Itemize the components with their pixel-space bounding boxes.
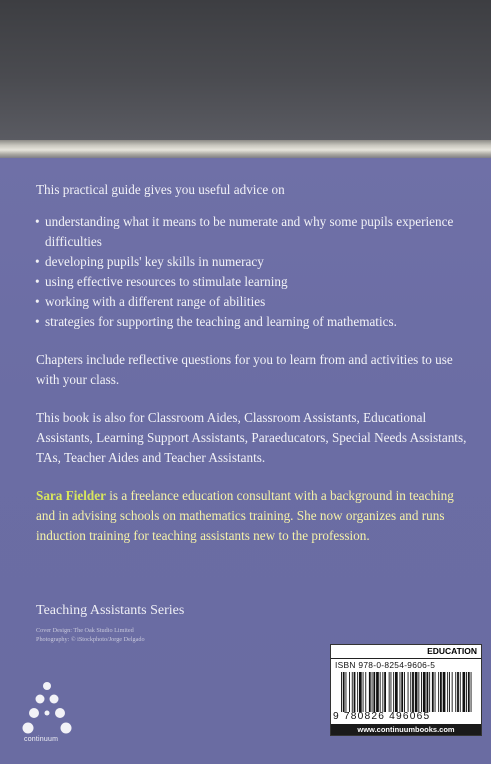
- barcode-bar: [471, 672, 472, 712]
- bullet-item: • strategies for supporting the teaching and learning of mathematics.: [36, 312, 476, 332]
- barcode-bar: [401, 672, 403, 712]
- barcode-bar: [373, 672, 375, 712]
- barcode-bar: [447, 672, 448, 712]
- series-title: Teaching Assistants Series: [36, 603, 185, 618]
- audience-text: This book is also for Classroom Aides, Classroom Assistants, Educational Assistants, Learning Support Assistants, Paraeducators, Special Needs Assistants, TAs, Teacher Aides and Teacher Assistants.: [36, 410, 467, 465]
- barcode-number: 9 780826 496065: [333, 711, 431, 722]
- barcode-bar: [421, 672, 422, 712]
- barcode-bar: [352, 672, 353, 712]
- barcode-bar: [427, 672, 429, 712]
- barcode-bar: [354, 672, 356, 712]
- bullet-item: • using effective resources to stimulate learning: [36, 272, 476, 292]
- barcode-bar: [359, 672, 362, 712]
- bullet-item: • developing pupils' key skills in numeracy: [36, 252, 476, 272]
- bullet-list: [36, 212, 476, 332]
- barcode-bar: [463, 672, 466, 712]
- barcode-bar: [418, 672, 419, 712]
- barcode-bar: [468, 672, 470, 712]
- barcode-bar: [443, 672, 446, 712]
- barcode-bar: [449, 672, 450, 712]
- photography-credit: Photography: © iStockphoto/Jorge Delgado: [36, 636, 145, 643]
- barcode-bar: [395, 672, 398, 712]
- barcode-bar: [455, 672, 456, 712]
- barcode-bar: [415, 672, 418, 712]
- barcode-bar: [384, 672, 386, 712]
- bullet-item: • understanding what it means to be numerate and why some pupils experience difficulties: [36, 212, 476, 252]
- continuum-logo-icon: [22, 680, 72, 742]
- barcode-bar: [376, 672, 379, 712]
- barcode-bar: [393, 672, 394, 712]
- category-label: [331, 645, 481, 659]
- barcode-bar: [440, 672, 442, 712]
- barcode-bar: [369, 672, 371, 712]
- barcode-bar: [341, 672, 342, 712]
- barcode-bar: [435, 672, 436, 712]
- barcode-bar: [346, 672, 347, 712]
- barcode-bar: [391, 672, 392, 712]
- isbn-text: ISBN 978-0-8254-9606-5: [335, 660, 436, 670]
- publisher-name: continuum: [24, 736, 59, 743]
- author-bio-text: is a freelance education consultant with a background in teaching and in advising schools on mathematics training. She now organizes and runs induction training for teaching assistants new to the profession.: [36, 488, 454, 543]
- barcode-bar: [343, 672, 345, 712]
- barcode-bar: [372, 672, 373, 712]
- barcode-bar: [357, 672, 358, 712]
- barcode-bar: [466, 672, 467, 712]
- barcode-bar: [365, 672, 366, 712]
- divider-stripes: [0, 140, 491, 158]
- barcode-bars: [341, 672, 475, 712]
- barcode-bar: [389, 672, 390, 712]
- barcode-bar: [410, 672, 411, 712]
- top-band: [0, 0, 491, 140]
- barcode-bar: [404, 672, 405, 712]
- author-name: Sara Fielder: [36, 488, 106, 503]
- barcode-bar: [438, 672, 439, 712]
- barcode-bar: [429, 672, 430, 712]
- barcode-bar: [349, 672, 350, 712]
- barcode-bar: [412, 672, 414, 712]
- barcode-bar: [408, 672, 409, 712]
- blurb: [36, 180, 476, 546]
- publisher-url: www.continuumbooks.com: [331, 724, 481, 735]
- bullet-item: • working with a different range of abilities: [36, 292, 476, 312]
- intro-text: This practical guide gives you useful advice on: [36, 182, 285, 197]
- barcode-bar: [400, 672, 401, 712]
- barcode-bar: [457, 672, 459, 712]
- cover-design-credit: Cover Design: The Oak Studio Limited: [36, 627, 134, 634]
- barcode-bar: [380, 672, 381, 712]
- barcode-bar: [452, 672, 453, 712]
- barcode-bar: [363, 672, 364, 712]
- barcode-panel: [330, 644, 482, 736]
- author-bio: [36, 486, 476, 546]
- barcode-bar: [432, 672, 434, 712]
- chapters-text: Chapters include reflective questions for you to learn from and activities to use with your class.: [36, 352, 453, 387]
- barcode-bar: [460, 672, 461, 712]
- category-text: EDUCATION: [427, 646, 477, 656]
- barcode-bar: [382, 672, 383, 712]
- barcode-bar: [423, 672, 426, 712]
